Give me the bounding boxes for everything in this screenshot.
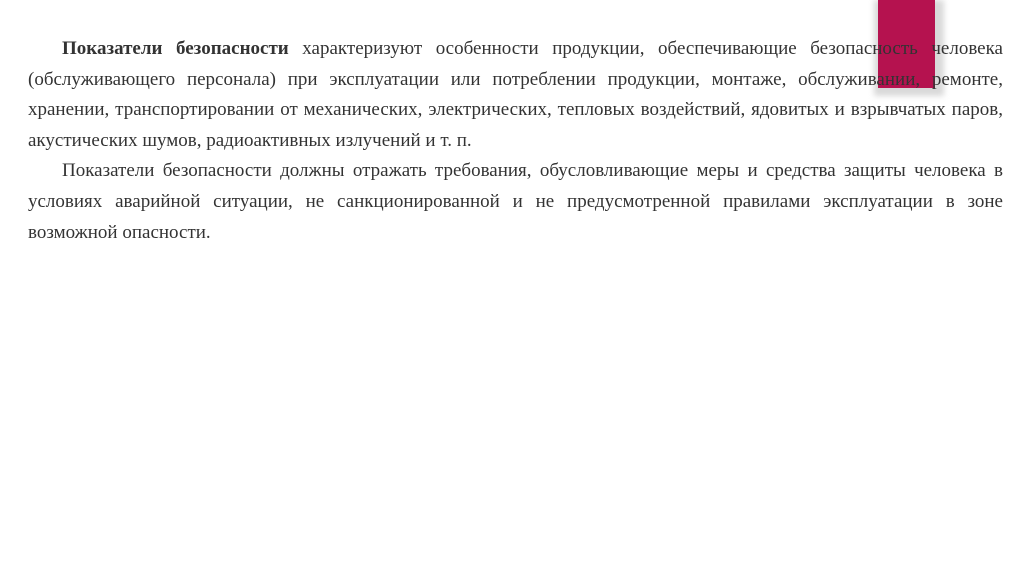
- paragraph-2: [28, 156, 1003, 248]
- paragraph-1-text: характеризуют особенности продукции, обеспечивающие безопасность человека (обслуживающего персонала) при эксплуатации или потреблении продукции, монтаже, обслуживании, ремонте, хранении, транспортировании от механических, электрических, тепловых воздействий, ядовитых и взрывчатых паров, акустических шумов, радиоактивных излучений и т. п.: [28, 38, 1003, 151]
- paragraph-1: [28, 34, 1003, 156]
- paragraph-1-bold-lead: Показатели безопасности: [62, 38, 289, 59]
- paragraph-2-text: Показатели безопасности должны отражать требования, обусловливающие меры и средства защиты человека в условиях аварийной ситуации, не санкционированной и не предусмотренной правилами эксплуатации в зоне возможной опасности.: [28, 160, 1003, 243]
- slide-body-text: [28, 34, 1003, 248]
